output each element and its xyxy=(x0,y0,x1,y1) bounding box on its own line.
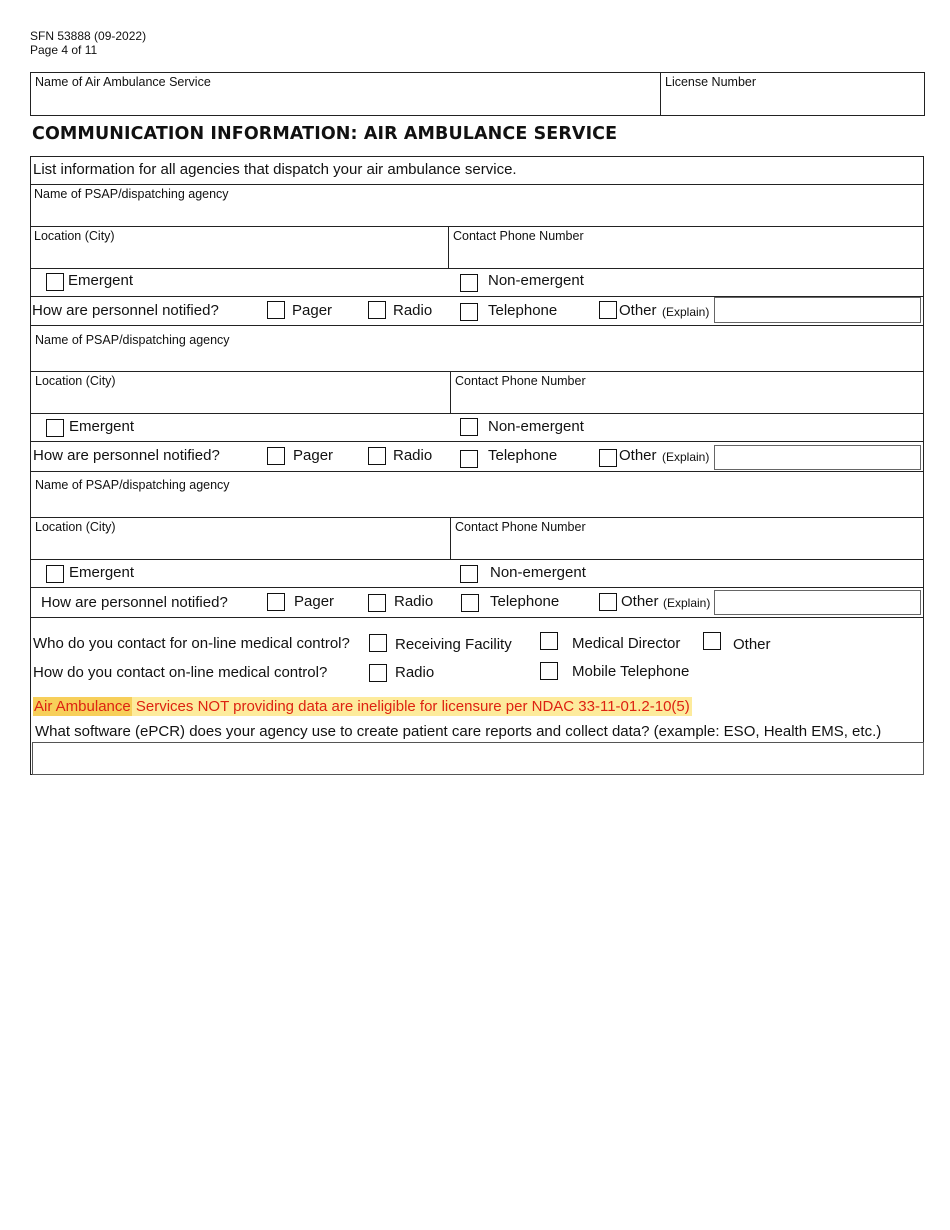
agency-3-pager-checkbox[interactable] xyxy=(267,593,285,611)
service-name-label: Name of Air Ambulance Service xyxy=(35,75,211,89)
agency-3-radio-label: Radio xyxy=(394,593,434,610)
agency-2-non-emergent-checkbox[interactable] xyxy=(460,418,478,436)
agency-3-notify-question: How are personnel notified? xyxy=(41,594,228,611)
agency-3-telephone-label: Telephone xyxy=(490,593,560,610)
medical-control-how-question: How do you contact on-line medical control? xyxy=(33,664,328,681)
agency-1-radio-checkbox[interactable] xyxy=(368,301,386,319)
agency-3-location-label: Location (City) xyxy=(35,520,116,534)
medical-control-radio-checkbox[interactable] xyxy=(369,664,387,682)
license-number-input[interactable] xyxy=(663,92,921,112)
agency-1-name-input[interactable] xyxy=(33,203,919,223)
form-id: SFN 53888 (09-2022) xyxy=(30,29,147,43)
agency-1-radio-label: Radio xyxy=(393,302,433,319)
agency-3-location-input[interactable] xyxy=(33,536,445,556)
agency-1-pager-label: Pager xyxy=(292,302,333,319)
agency-1-non-emergent-label: Non-emergent xyxy=(488,272,584,289)
agency-2-location-label: Location (City) xyxy=(35,374,116,388)
receiving-facility-checkbox[interactable] xyxy=(369,634,387,652)
agency-2-other-explain-input[interactable] xyxy=(714,445,921,470)
agency-1-notify-question: How are personnel notified? xyxy=(32,302,219,319)
divider xyxy=(30,471,924,472)
data-requirement-warning xyxy=(33,698,692,715)
agency-1-telephone-checkbox[interactable] xyxy=(460,303,478,321)
receiving-facility-label: Receiving Facility xyxy=(395,636,512,653)
medical-control-other-checkbox[interactable] xyxy=(703,632,721,650)
agency-1-location-label: Location (City) xyxy=(34,229,115,243)
agency-2-telephone-label: Telephone xyxy=(488,447,558,464)
agency-1-other-label: Other xyxy=(619,302,657,319)
agency-2-non-emergent-label: Non-emergent xyxy=(488,418,584,435)
agency-1-telephone-label: Telephone xyxy=(488,302,558,319)
warning-highlight-2: Services NOT providing data are ineligible for licensure per NDAC 33-11-01.2-10(5) xyxy=(131,698,690,715)
service-name-input[interactable] xyxy=(33,92,655,112)
divider xyxy=(30,413,924,414)
divider xyxy=(660,72,661,116)
agency-3-other-label: Other xyxy=(621,593,659,610)
agency-2-pager-checkbox[interactable] xyxy=(267,447,285,465)
medical-control-radio-label: Radio xyxy=(395,664,435,681)
divider xyxy=(30,559,924,560)
divider xyxy=(30,184,924,185)
agency-1-pager-checkbox[interactable] xyxy=(267,301,285,319)
divider xyxy=(450,371,451,413)
divider xyxy=(30,268,924,269)
warning-highlight-1: Air Ambulance xyxy=(34,698,131,715)
agency-1-emergent-label: Emergent xyxy=(68,272,134,289)
divider xyxy=(448,226,449,268)
agency-1-phone-input[interactable] xyxy=(451,245,919,265)
agency-2-location-input[interactable] xyxy=(33,390,445,410)
divider xyxy=(30,587,924,588)
agency-3-other-explain-input[interactable] xyxy=(714,590,921,615)
agency-1-non-emergent-checkbox[interactable] xyxy=(460,274,478,292)
agency-1-location-input[interactable] xyxy=(33,245,443,265)
agency-2-name-label: Name of PSAP/dispatching agency xyxy=(35,333,230,347)
divider xyxy=(30,325,924,326)
divider xyxy=(30,617,924,618)
medical-director-label: Medical Director xyxy=(572,635,681,652)
medical-control-who-question: Who do you contact for on-line medical control? xyxy=(33,635,350,652)
agency-1-phone-label: Contact Phone Number xyxy=(453,229,584,243)
medical-control-other-label: Other xyxy=(733,636,771,653)
divider xyxy=(450,517,451,559)
agency-2-radio-checkbox[interactable] xyxy=(368,447,386,465)
section-title: COMMUNICATION INFORMATION: AIR AMBULANCE SERVICE xyxy=(32,124,618,144)
software-question: What software (ePCR) does your agency use to create patient care reports and collect data? (example: ESO, Health EMS, etc.) xyxy=(35,723,882,740)
page-number: Page 4 of 11 xyxy=(30,43,98,57)
agency-2-phone-label: Contact Phone Number xyxy=(455,374,586,388)
divider xyxy=(30,517,924,518)
agency-3-name-label: Name of PSAP/dispatching agency xyxy=(35,478,230,492)
agency-2-emergent-label: Emergent xyxy=(69,418,135,435)
agency-2-explain-label: (Explain) xyxy=(662,450,710,464)
agency-3-explain-label: (Explain) xyxy=(663,596,711,610)
agency-3-telephone-checkbox[interactable] xyxy=(461,594,479,612)
agency-2-emergent-checkbox[interactable] xyxy=(46,419,64,437)
agency-2-radio-label: Radio xyxy=(393,447,433,464)
agency-3-name-input[interactable] xyxy=(33,494,919,514)
divider xyxy=(30,226,924,227)
agency-1-emergent-checkbox[interactable] xyxy=(46,273,64,291)
divider xyxy=(30,441,924,442)
agency-1-other-checkbox[interactable] xyxy=(599,301,617,319)
agency-2-notify-question: How are personnel notified? xyxy=(33,447,220,464)
instruction-text: List information for all agencies that dispatch your air ambulance service. xyxy=(33,161,517,178)
agency-3-phone-input[interactable] xyxy=(453,536,919,556)
medical-director-checkbox[interactable] xyxy=(540,632,558,650)
agency-3-phone-label: Contact Phone Number xyxy=(455,520,586,534)
agency-3-radio-checkbox[interactable] xyxy=(368,594,386,612)
agency-1-explain-label: (Explain) xyxy=(662,305,710,319)
agency-2-name-input[interactable] xyxy=(33,349,919,369)
license-number-label: License Number xyxy=(665,75,757,89)
agency-3-emergent-label: Emergent xyxy=(69,564,135,581)
mobile-telephone-checkbox[interactable] xyxy=(540,662,558,680)
agency-1-other-explain-input[interactable] xyxy=(714,297,921,323)
agency-2-pager-label: Pager xyxy=(293,447,334,464)
agency-3-other-checkbox[interactable] xyxy=(599,593,617,611)
mobile-telephone-label: Mobile Telephone xyxy=(572,663,690,680)
agency-3-non-emergent-checkbox[interactable] xyxy=(460,565,478,583)
software-input[interactable] xyxy=(32,742,924,775)
agency-3-emergent-checkbox[interactable] xyxy=(46,565,64,583)
agency-2-other-label: Other xyxy=(619,447,657,464)
agency-1-name-label: Name of PSAP/dispatching agency xyxy=(34,187,229,201)
agency-2-phone-input[interactable] xyxy=(453,390,919,410)
agency-3-non-emergent-label: Non-emergent xyxy=(490,564,586,581)
agency-2-other-checkbox[interactable] xyxy=(599,449,617,467)
agency-3-pager-label: Pager xyxy=(294,593,335,610)
divider xyxy=(30,371,924,372)
agency-2-telephone-checkbox[interactable] xyxy=(460,450,478,468)
